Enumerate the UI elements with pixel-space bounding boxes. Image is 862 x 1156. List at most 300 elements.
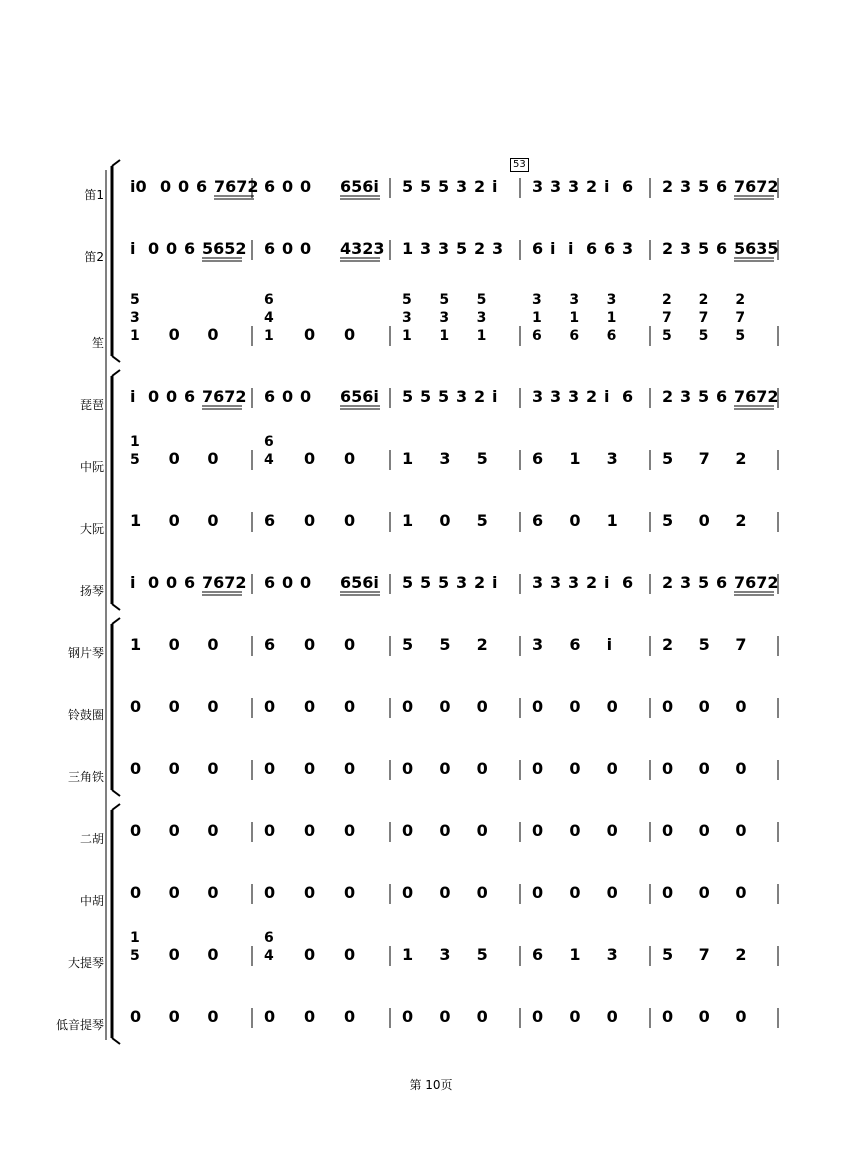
note: 0 bbox=[569, 821, 581, 840]
note: 0 bbox=[532, 1007, 544, 1026]
note: 0 bbox=[344, 635, 356, 654]
note: 0 bbox=[304, 511, 316, 530]
note: 0 bbox=[662, 697, 674, 716]
note: 0 bbox=[168, 821, 180, 840]
note: 0 bbox=[476, 821, 488, 840]
note: 0 bbox=[168, 325, 180, 344]
note: 2 bbox=[474, 573, 486, 592]
note: i bbox=[604, 573, 610, 592]
note: 5 bbox=[698, 387, 710, 406]
note: 5 bbox=[402, 177, 414, 196]
note: 1 bbox=[402, 449, 414, 468]
note: 0 bbox=[402, 1007, 414, 1026]
note: 6 bbox=[532, 945, 544, 964]
note: 0 bbox=[476, 759, 488, 778]
note-group: 4323 bbox=[340, 239, 385, 258]
note-group: 656i bbox=[340, 177, 379, 196]
bracket-hook bbox=[112, 804, 120, 810]
note: 5 bbox=[402, 635, 414, 654]
note: 0 bbox=[344, 325, 356, 344]
note: 5 bbox=[130, 948, 140, 964]
note: 2 bbox=[474, 387, 486, 406]
note: 2 bbox=[735, 292, 746, 308]
note: 3 bbox=[622, 239, 634, 258]
note-group: 656i bbox=[340, 387, 379, 406]
note: 3 bbox=[456, 387, 468, 406]
note: 6 bbox=[532, 449, 544, 468]
note: 0 bbox=[264, 821, 276, 840]
note: 6 bbox=[196, 177, 208, 196]
note: 0 bbox=[606, 759, 618, 778]
note: i bbox=[492, 387, 498, 406]
note: 0 bbox=[148, 387, 160, 406]
note: 3 bbox=[439, 310, 450, 326]
note: 2 bbox=[735, 511, 747, 530]
instrument-label: 琵琶 bbox=[79, 398, 104, 412]
note: 0 bbox=[402, 697, 414, 716]
instrument-label: 大提琴 bbox=[67, 956, 104, 970]
note: 6 bbox=[586, 239, 598, 258]
note: 7 bbox=[698, 449, 710, 468]
note: 3 bbox=[568, 387, 580, 406]
note-group: 7672 bbox=[734, 177, 779, 196]
note: 5 bbox=[456, 239, 468, 258]
bracket-hook bbox=[112, 604, 120, 610]
note: 0 bbox=[344, 883, 356, 902]
note: 3 bbox=[532, 635, 544, 654]
note: 5 bbox=[662, 449, 674, 468]
note: 6 bbox=[716, 239, 728, 258]
note: 3 bbox=[550, 573, 562, 592]
note: 6 bbox=[264, 239, 276, 258]
note: 0 bbox=[569, 883, 581, 902]
note: 5 bbox=[662, 945, 674, 964]
note: 6 bbox=[184, 239, 196, 258]
note: 5 bbox=[698, 328, 709, 344]
note: 5 bbox=[698, 635, 710, 654]
note: 0 bbox=[344, 1007, 356, 1026]
note: 3 bbox=[439, 945, 451, 964]
note: 0 bbox=[662, 1007, 674, 1026]
bracket-hook bbox=[112, 160, 120, 166]
note: 1 bbox=[402, 511, 414, 530]
note: 0 bbox=[168, 759, 180, 778]
note: 0 bbox=[662, 759, 674, 778]
note: 0 bbox=[698, 1007, 710, 1026]
note: 3 bbox=[680, 387, 692, 406]
note: 1 bbox=[130, 930, 140, 946]
note: 3 bbox=[439, 449, 451, 468]
note: i bbox=[492, 177, 498, 196]
note: 6 bbox=[604, 239, 616, 258]
note: 1 bbox=[476, 328, 487, 344]
bracket-hook bbox=[112, 1038, 120, 1044]
note: 3 bbox=[420, 239, 432, 258]
note: 0 bbox=[264, 697, 276, 716]
note: 3 bbox=[130, 310, 140, 326]
note: 0 bbox=[130, 1007, 142, 1026]
note: 0 bbox=[168, 945, 180, 964]
note: 0 bbox=[264, 883, 276, 902]
note: 1 bbox=[532, 310, 542, 326]
note: 3 bbox=[550, 387, 562, 406]
note: 1 bbox=[130, 434, 140, 450]
note: 0 bbox=[402, 883, 414, 902]
note: 0 bbox=[207, 821, 219, 840]
note: 0 bbox=[148, 239, 160, 258]
note: 0 bbox=[300, 573, 312, 592]
note: 0 bbox=[606, 883, 618, 902]
note: 0 bbox=[698, 697, 710, 716]
note: 0 bbox=[304, 945, 316, 964]
note: 0 bbox=[735, 697, 747, 716]
note: 0 bbox=[207, 883, 219, 902]
note: 0 bbox=[304, 449, 316, 468]
note: 0 bbox=[532, 883, 544, 902]
instrument-label: 笛2 bbox=[84, 250, 104, 264]
note: 0 bbox=[304, 821, 316, 840]
instrument-label: 笛1 bbox=[84, 188, 104, 202]
note: 0 bbox=[569, 759, 581, 778]
note: i bbox=[492, 573, 498, 592]
note: 0 bbox=[569, 697, 581, 716]
instrument-label: 二胡 bbox=[79, 832, 104, 846]
note: 2 bbox=[662, 177, 674, 196]
note: 2 bbox=[735, 449, 747, 468]
note: 5 bbox=[420, 387, 432, 406]
note: 1 bbox=[130, 511, 142, 530]
note: 3 bbox=[680, 239, 692, 258]
note: 0 bbox=[130, 759, 142, 778]
instrument-label: 铃鼓圈 bbox=[67, 708, 104, 722]
note: 6 bbox=[264, 511, 276, 530]
note: 2 bbox=[735, 945, 747, 964]
note: 5 bbox=[402, 292, 412, 308]
note: 1 bbox=[130, 328, 140, 344]
note: 0 bbox=[476, 883, 488, 902]
note: 1 bbox=[264, 328, 274, 344]
note: 0 bbox=[304, 1007, 316, 1026]
note: 5 bbox=[476, 511, 488, 530]
instrument-label: 三角铁 bbox=[67, 770, 104, 784]
note: i bbox=[606, 635, 613, 654]
bracket-hook bbox=[112, 618, 120, 624]
note: 0 bbox=[148, 573, 160, 592]
note: 0 bbox=[698, 511, 710, 530]
note: 5 bbox=[662, 328, 672, 344]
note: 5 bbox=[420, 177, 432, 196]
note: i bbox=[604, 177, 610, 196]
note: 0 bbox=[168, 449, 180, 468]
note: 2 bbox=[586, 573, 598, 592]
note: 6 bbox=[184, 573, 196, 592]
note: 1 bbox=[439, 328, 450, 344]
note: 0 bbox=[344, 449, 356, 468]
note: 6 bbox=[622, 387, 634, 406]
note: 0 bbox=[300, 387, 312, 406]
note: 2 bbox=[662, 635, 674, 654]
note: 3 bbox=[492, 239, 504, 258]
note: 0 bbox=[439, 759, 451, 778]
note: 0 bbox=[168, 883, 180, 902]
note: 1 bbox=[402, 328, 412, 344]
note: 3 bbox=[680, 177, 692, 196]
note: i bbox=[130, 387, 136, 406]
instrument-label: 钢片琴 bbox=[67, 646, 104, 660]
note: 6 bbox=[264, 387, 276, 406]
note-group: 7672 bbox=[214, 177, 259, 196]
note: 0 bbox=[476, 1007, 488, 1026]
note: 0 bbox=[207, 697, 219, 716]
note: 0 bbox=[735, 883, 747, 902]
note: 0 bbox=[130, 697, 142, 716]
note: 7 bbox=[735, 310, 746, 326]
note: 6 bbox=[264, 177, 276, 196]
instrument-label: 低音提琴 bbox=[55, 1018, 104, 1032]
note: 0 bbox=[402, 759, 414, 778]
note: 4 bbox=[264, 948, 274, 964]
note: 5 bbox=[402, 573, 414, 592]
note: 6 bbox=[184, 387, 196, 406]
note: 6 bbox=[264, 292, 274, 308]
note: 5 bbox=[130, 292, 140, 308]
note: 3 bbox=[680, 573, 692, 592]
note: 1 bbox=[569, 449, 581, 468]
note: 2 bbox=[662, 387, 674, 406]
note-group: 656i bbox=[340, 573, 379, 592]
note: 6 bbox=[622, 177, 634, 196]
note: 7 bbox=[735, 635, 747, 654]
note: 5 bbox=[662, 511, 674, 530]
note: 2 bbox=[586, 387, 598, 406]
note: 0 bbox=[130, 883, 142, 902]
note: 0 bbox=[439, 821, 451, 840]
note: 1 bbox=[402, 945, 414, 964]
note: 0 bbox=[282, 573, 294, 592]
note: 0 bbox=[304, 883, 316, 902]
note: 5 bbox=[698, 239, 710, 258]
note: 5 bbox=[698, 177, 710, 196]
note: 0 bbox=[168, 697, 180, 716]
note: 0 bbox=[264, 759, 276, 778]
note-group: i0 bbox=[130, 177, 147, 196]
note: 3 bbox=[606, 292, 617, 308]
note-group: 5635 bbox=[734, 239, 779, 258]
note: 0 bbox=[166, 573, 178, 592]
note: 6 bbox=[532, 511, 544, 530]
note-group: 7672 bbox=[734, 573, 779, 592]
note: 3 bbox=[568, 177, 580, 196]
note: 5 bbox=[438, 387, 450, 406]
note: 1 bbox=[606, 511, 618, 530]
note: 3 bbox=[550, 177, 562, 196]
note: 0 bbox=[207, 1007, 219, 1026]
note: 0 bbox=[207, 759, 219, 778]
note: 0 bbox=[344, 511, 356, 530]
note: 0 bbox=[698, 759, 710, 778]
note: 0 bbox=[735, 759, 747, 778]
note: 0 bbox=[168, 1007, 180, 1026]
instrument-label: 中胡 bbox=[79, 894, 104, 908]
note: 4 bbox=[264, 452, 274, 468]
note: 6 bbox=[264, 930, 274, 946]
note: 5 bbox=[438, 177, 450, 196]
note: 2 bbox=[698, 292, 709, 308]
note: 3 bbox=[532, 292, 542, 308]
note: 0 bbox=[439, 697, 451, 716]
note: 0 bbox=[300, 239, 312, 258]
note: 0 bbox=[166, 387, 178, 406]
note: 0 bbox=[282, 177, 294, 196]
note: 0 bbox=[698, 883, 710, 902]
note: 2 bbox=[586, 177, 598, 196]
note: 6 bbox=[569, 328, 580, 344]
note: 6 bbox=[532, 328, 542, 344]
note: 0 bbox=[207, 635, 219, 654]
page-number: 第 10页 bbox=[409, 1078, 453, 1092]
note: 0 bbox=[304, 697, 316, 716]
note: 7 bbox=[662, 310, 672, 326]
instrument-label: 扬琴 bbox=[79, 584, 104, 598]
note: 1 bbox=[402, 239, 414, 258]
note: 3 bbox=[476, 310, 487, 326]
note: 0 bbox=[532, 697, 544, 716]
note-group: 7672 bbox=[202, 387, 247, 406]
note: 1 bbox=[569, 310, 580, 326]
note: 0 bbox=[344, 759, 356, 778]
note: 3 bbox=[606, 449, 618, 468]
note: 1 bbox=[569, 945, 581, 964]
note: 0 bbox=[532, 821, 544, 840]
note: 0 bbox=[439, 511, 451, 530]
note: 7 bbox=[698, 945, 710, 964]
note: 0 bbox=[344, 821, 356, 840]
note: 5 bbox=[438, 573, 450, 592]
note: 4 bbox=[264, 310, 274, 326]
note: 5 bbox=[420, 573, 432, 592]
note: 5 bbox=[130, 452, 140, 468]
note: 6 bbox=[716, 573, 728, 592]
note: 0 bbox=[402, 821, 414, 840]
rehearsal-mark: 53 bbox=[510, 158, 529, 172]
note: 0 bbox=[606, 697, 618, 716]
note: 0 bbox=[168, 635, 180, 654]
note: 0 bbox=[304, 635, 316, 654]
note: 1 bbox=[130, 635, 142, 654]
note: 2 bbox=[474, 177, 486, 196]
note: 0 bbox=[264, 1007, 276, 1026]
note: 0 bbox=[735, 821, 747, 840]
note: 2 bbox=[474, 239, 486, 258]
note: 6 bbox=[622, 573, 634, 592]
note: 3 bbox=[568, 573, 580, 592]
note: 0 bbox=[439, 1007, 451, 1026]
note: 2 bbox=[662, 292, 672, 308]
note: 0 bbox=[282, 239, 294, 258]
note-group: 7672 bbox=[734, 387, 779, 406]
note: 3 bbox=[606, 945, 618, 964]
note-group: 7672 bbox=[202, 573, 247, 592]
note: 0 bbox=[606, 1007, 618, 1026]
bracket-hook bbox=[112, 370, 120, 376]
note: 0 bbox=[282, 387, 294, 406]
note: 0 bbox=[569, 511, 581, 530]
note: 3 bbox=[532, 177, 544, 196]
note: 5 bbox=[735, 328, 746, 344]
note: 5 bbox=[476, 292, 487, 308]
note: 0 bbox=[569, 1007, 581, 1026]
note: 0 bbox=[130, 821, 142, 840]
note: 3 bbox=[532, 573, 544, 592]
note: 0 bbox=[662, 821, 674, 840]
note: 2 bbox=[662, 573, 674, 592]
note: 0 bbox=[698, 821, 710, 840]
note: 5 bbox=[439, 292, 450, 308]
note: 1 bbox=[606, 310, 617, 326]
note-group: 5652 bbox=[202, 239, 247, 258]
note: i bbox=[130, 573, 136, 592]
note: 3 bbox=[438, 239, 450, 258]
note: 0 bbox=[662, 883, 674, 902]
note: 2 bbox=[476, 635, 488, 654]
note: 0 bbox=[207, 449, 219, 468]
instrument-label: 大阮 bbox=[79, 522, 104, 536]
note: 6 bbox=[569, 635, 581, 654]
note: 6 bbox=[716, 177, 728, 196]
note: 6 bbox=[716, 387, 728, 406]
note: i bbox=[604, 387, 610, 406]
note: i bbox=[550, 239, 556, 258]
note: 0 bbox=[168, 511, 180, 530]
note: 0 bbox=[178, 177, 190, 196]
note: 3 bbox=[402, 310, 412, 326]
note: 3 bbox=[532, 387, 544, 406]
note: 0 bbox=[532, 759, 544, 778]
note: 6 bbox=[264, 635, 276, 654]
note: 0 bbox=[207, 325, 219, 344]
note: 0 bbox=[606, 821, 618, 840]
note: 5 bbox=[402, 387, 414, 406]
note: 6 bbox=[532, 239, 544, 258]
note: 0 bbox=[344, 945, 356, 964]
note: 6 bbox=[264, 573, 276, 592]
note: 0 bbox=[304, 759, 316, 778]
note: 7 bbox=[698, 310, 709, 326]
note: 0 bbox=[476, 697, 488, 716]
note: 6 bbox=[606, 328, 617, 344]
note: 3 bbox=[456, 573, 468, 592]
instrument-label: 笙 bbox=[91, 336, 104, 350]
note: 0 bbox=[344, 697, 356, 716]
note: 5 bbox=[698, 573, 710, 592]
note: 0 bbox=[160, 177, 172, 196]
note: 5 bbox=[476, 449, 488, 468]
note: 5 bbox=[476, 945, 488, 964]
note: 0 bbox=[304, 325, 316, 344]
note: 0 bbox=[207, 511, 219, 530]
instrument-label: 中阮 bbox=[79, 460, 104, 474]
note: i bbox=[568, 239, 574, 258]
note: 5 bbox=[439, 635, 451, 654]
note: 0 bbox=[439, 883, 451, 902]
bracket-hook bbox=[112, 790, 120, 796]
note: i bbox=[130, 239, 136, 258]
note: 3 bbox=[569, 292, 580, 308]
note: 0 bbox=[166, 239, 178, 258]
note: 3 bbox=[456, 177, 468, 196]
note: 2 bbox=[662, 239, 674, 258]
note: 0 bbox=[735, 1007, 747, 1026]
